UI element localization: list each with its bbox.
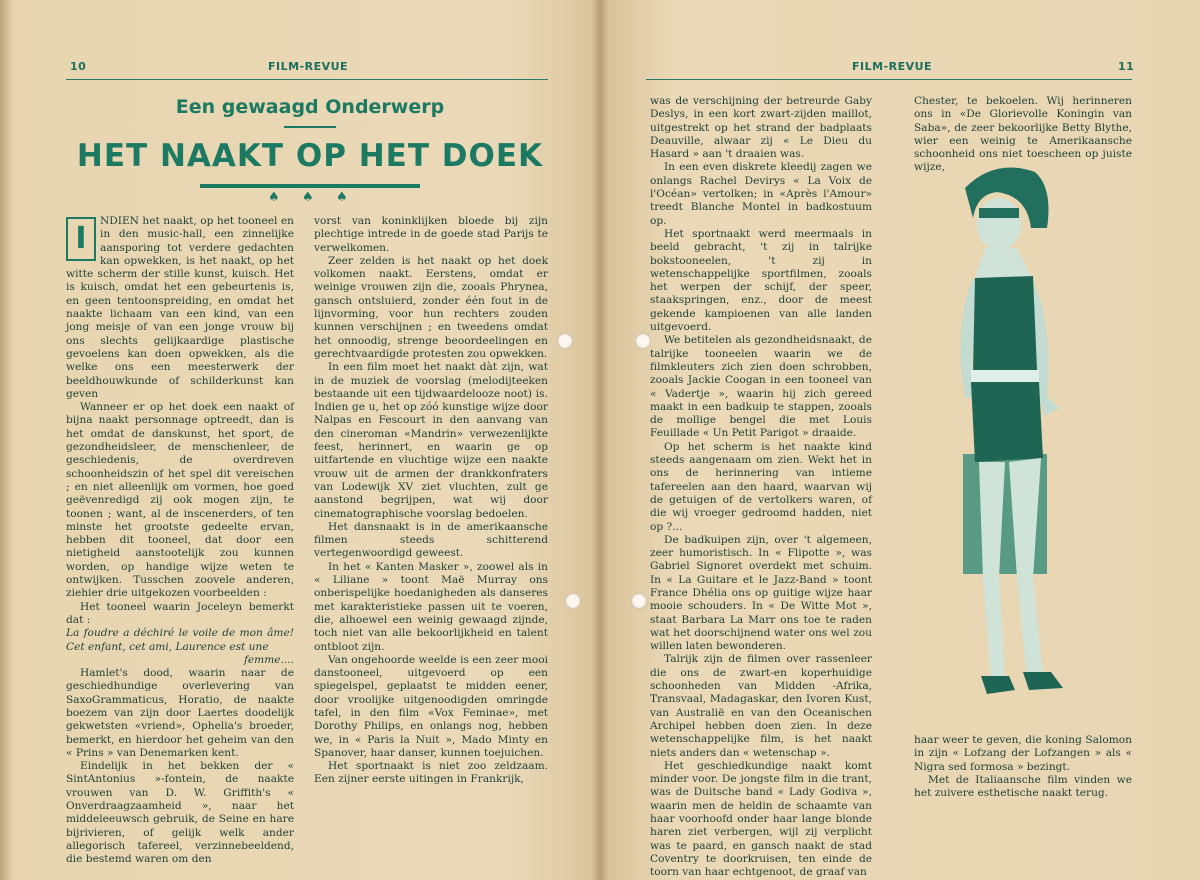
paragraph: Het geschiedkundige naakt komt minder voor. De jongste film in die trant, was de Duitsche band « Lady Godiva », waarin men de heldin de schaamte van haar voorhoofd onder haar lange blonde haren ziet verbergen, wijl zij verplicht was te paard, en gansch naakt de stad Coventry te doorkruisen, ten einde de toorn van haar echtgenoot, de graaf van [650, 759, 872, 879]
quote: femme.... [243, 653, 294, 666]
article-subtitle: Een gewaagd Onderwerp [175, 96, 445, 118]
actress-photo [935, 158, 1085, 718]
paragraph: Van ongehoorde weelde is een zeer mooi danstooneel, uitgevoerd op een spiegelspel, geplaatst te midden eener, door vroolijke uitgenoodigden omringde tafel, in den film «Vox Feminae», met Dorothy Philips, en onlangs nog, hebben we, in « Paris la Nuit », Mado Minty en Spanover, haar danser, kunnen toejuichen. [314, 653, 548, 759]
paragraph: Het dansnaakt is in de amerikaansche filmen steeds schitterend vertegenwoordigd geweest. [314, 520, 548, 560]
swimsuit-belt [971, 370, 1039, 382]
quote: La foudre a déchiré le voile de mon âme! Cet enfant, cet ami, Laurence est une [66, 627, 294, 653]
paragraph: haar weer te geven, die koning Salomon in zijn « Lofzang der Lofzangen » als « Nigra sed formosa » bezingt. [914, 734, 1132, 773]
page-number-right: 11 [1118, 60, 1135, 73]
column-3 [650, 95, 872, 880]
header-rule-right [646, 79, 1132, 80]
paragraph: Het tooneel waarin Joceleyn bemerkt dat : [66, 600, 294, 626]
paragraph: Het sportnaakt is niet zoo zeldzaam. Een zijner eerste uitingen in Frankrijk, [314, 760, 548, 786]
swimsuit-bottom [971, 382, 1043, 462]
paragraph: Op het scherm is het naakte kind steeds aangenaam om zien. Wekt het in ons de herinnering van intieme tafereelen aan den haard, waarvan wij de getuigen of de vertolkers waren, of die wij vroeger gedroomd hadden, niet op ?... [650, 440, 872, 533]
paragraph: Met de Italiaansche film vinden we het zuivere esthetische naakt terug. [914, 773, 1132, 800]
ornament-icon: ♠ [302, 190, 314, 205]
shoe-left [981, 676, 1015, 694]
subtitle-underline [284, 126, 336, 128]
header-title-right: FILM-REVUE [852, 60, 933, 73]
paragraph: was de verschijning der betreurde Gaby Deslys, in een kort zwart-zijden maillot, uitgestrekt op het strand der badplaats Deauville, alwaar zij « Le Dieu du Hasard » aan 't draaien was. [650, 95, 872, 161]
paragraph: Hamlet's dood, waarin naar de geschiedhundige overlevering van SaxoGrammaticus, Horatio, de naakte boezem van zijn door Laertes doodelijk gekwetsten «vriend», Ophelia's broeder, bemerkt, en hierdoor het geheim van den « Prins » van Denemarken kent. [66, 667, 294, 759]
paragraph: In een even diskrete kleedij zagen we onlangs Rachel Devirys « La Voix de l'Océan» vertolken; in «Après l'Amour» treedt Blanche Montel in badkostuum op. [650, 161, 872, 227]
face-shape [977, 198, 1021, 250]
column-2 [314, 215, 548, 787]
punch-hole [565, 593, 581, 609]
page-number-left: 10 [70, 60, 87, 73]
column-1 [66, 215, 294, 867]
punch-hole [631, 593, 647, 609]
drop-cap: I [66, 217, 96, 261]
paragraph: NDIEN het naakt, op het tooneel en in den music-hall, een zinnelijke aansporing tot verdere gedachten kan opwekken, is het naakt, op het witte scherm der stille kunst, kuisch. Het is kuisch, omdat het een gebeurtenis is, en geen tentoonspreiding, en omdat het naakte lichaam van een kind, van een jong meisje of van een jonge vrouw bij ons slechts gelijkaardige plastische gevoelens kan doen opwekken, als die welke ons een meesterwerk der beeldhouwkunde of schilderkunst kan geven [66, 215, 294, 400]
column-4-bottom [914, 734, 1132, 800]
paragraph: Talrijk zijn de filmen over rassenleer die ons de zwart-en koperhuidige schoonheden van Midden -Afrika, Transvaal, Madagaskar, den Ivoren Kust, van Australië en van den Oceanischen Archipel hebben doen zien. In deze wetenschappelijke film, is het naakt niets anders dan « wetenschap ». [650, 653, 872, 759]
paragraph: In een film moet het naakt dàt zijn, wat in de muziek de voorslag (melodijteeken bestaande uit een tijdwaardelooze noot) is. Indien ge u, het op zóó kunstige wijze door Nalpas en Fescourt in den aanvang van den cineroman «Mandrin» verwezenlijkte feest, herinnert, en waarin ge op uitfartende en vluchtige wijze een naakte vrouw uit de armen der drankkonfraters van Lodewijk XV ziet vluchten, zult ge aanstond begrijpen, wat wij door cinematographische voorslag bedoelen. [314, 361, 548, 520]
paragraph: Het sportnaakt werd meermaals in beeld gebracht, 't zij in talrijke bokstooneelen, 't zij in wetenschappelijke sportfilmen, zooals het werpen der schijf, der speer, staakspringen, enz., door de meest gekende kampioenen van alle landen uitgevoerd. [650, 227, 872, 334]
title-underline [200, 184, 420, 188]
header-rule-left [66, 79, 548, 80]
paragraph: In het « Kanten Masker », zoowel als in « Liliane » toont Maë Murray ons onberispelijke hoedanigheden als danseres met karakteristieke passen uit te voeren, die, alhoewel een weinig gewaagd zijnde, toch niet van alle bekoorlijkheid en talent ontbloot zijn. [314, 560, 548, 653]
shoulders-shape [975, 248, 1031, 278]
page-gutter [592, 0, 608, 880]
ornament-icon: ♠ [268, 190, 280, 205]
paragraph: Zeer zelden is het naakt op het doek volkomen naakt. Eerstens, omdat er weinige vrouwen zijn die, zooals Phrynea, gansch ontsluierd, zonder één fout in de lijnvorming, voor hun rechters zouden kunnen verschijnen ; en tweedens omdat het onnoodig, strenge beoordeelingen en gerechtvaardigde protesten zou opwekken. [314, 254, 548, 360]
header-title-left: FILM-REVUE [268, 60, 349, 73]
punch-hole [557, 333, 573, 349]
hair-shape [979, 208, 1019, 218]
paragraph: Eindelijk in het bekken der « SintAntonius »-fontein, de naakte vrouwen van D. W. Griffith's « Onverdraagzaamheid », naar het middeleeuwsch gebruik, de Seine en hare bijrivieren, of gelijk welk ander allegorisch tafereel, verzinnebeeldend, die bestemd waren om den [66, 760, 294, 866]
swimsuit-top [973, 276, 1037, 372]
page-edge [0, 0, 14, 880]
paragraph: Wanneer er op het doek een naakt of bijna naakt personnage optreedt, dan is het omdat de danskunst, het sport, de gezondheidsleer, de menschenleer, de geschiedenis, de overdreven schoonheidszin of het spel dit vereischen ; en niet alleenlijk om vormen, hoe goed geëvenredigd zij ook mogen zijn, te toonen ; want, al de inscenerders, of ten minste het grootste gedeelte ervan, hebben dit tooneel, dat door een nietigheid aanstootelijk zou kunnen worden, op handige wijze weten te ontwijken. Tusschen zoovele anderen, ziehier drie uitgekozen voorbeelden : [66, 401, 294, 600]
article-title: HET NAAKT OP HET DOEK [76, 138, 544, 174]
shoe-right [1023, 672, 1063, 690]
ornament-icon: ♠ [336, 190, 348, 205]
punch-hole [635, 333, 651, 349]
paragraph: De badkuipen zijn, over 't algemeen, zeer humoristisch. In « Flipotte », was Gabriel Signoret overdekt met schuim. In « La Guitare et le Jazz-Band » toont France Dhélia ons op guitige wijze haar mooie schouders. In « De Witte Mot », staat Barbara La Marr ons toe te raden wat het doorschijnend water ons wel zou willen laten bewonderen. [650, 533, 872, 653]
right-page [600, 0, 1200, 880]
paragraph: We betitelen als gezondheidsnaakt, de talrijke tooneelen waarin we de filmkleuters zich zien doen schrobben, zooals Jackie Coogan in een tooneel van « Vadertje », waarin hij zich gereed maakt in een badkuip te stappen, zooals de mollige bengel die met Louis Feuillade « Un Petit Parigot » draaide. [650, 334, 872, 440]
paragraph: Chester, te bekoelen. Wij herinneren ons in «De Glorievolle Koningin van Saba», de zeer bekoorlijke Betty Blythe, wier een weinig te Amerikaansche schoonheid ons niet toescheen op juiste wijze, [914, 95, 1132, 174]
paragraph: vorst van koninklijken bloede bij zijn plechtige intrede in de goede stad Parijs te verwelkomen. [314, 215, 548, 254]
